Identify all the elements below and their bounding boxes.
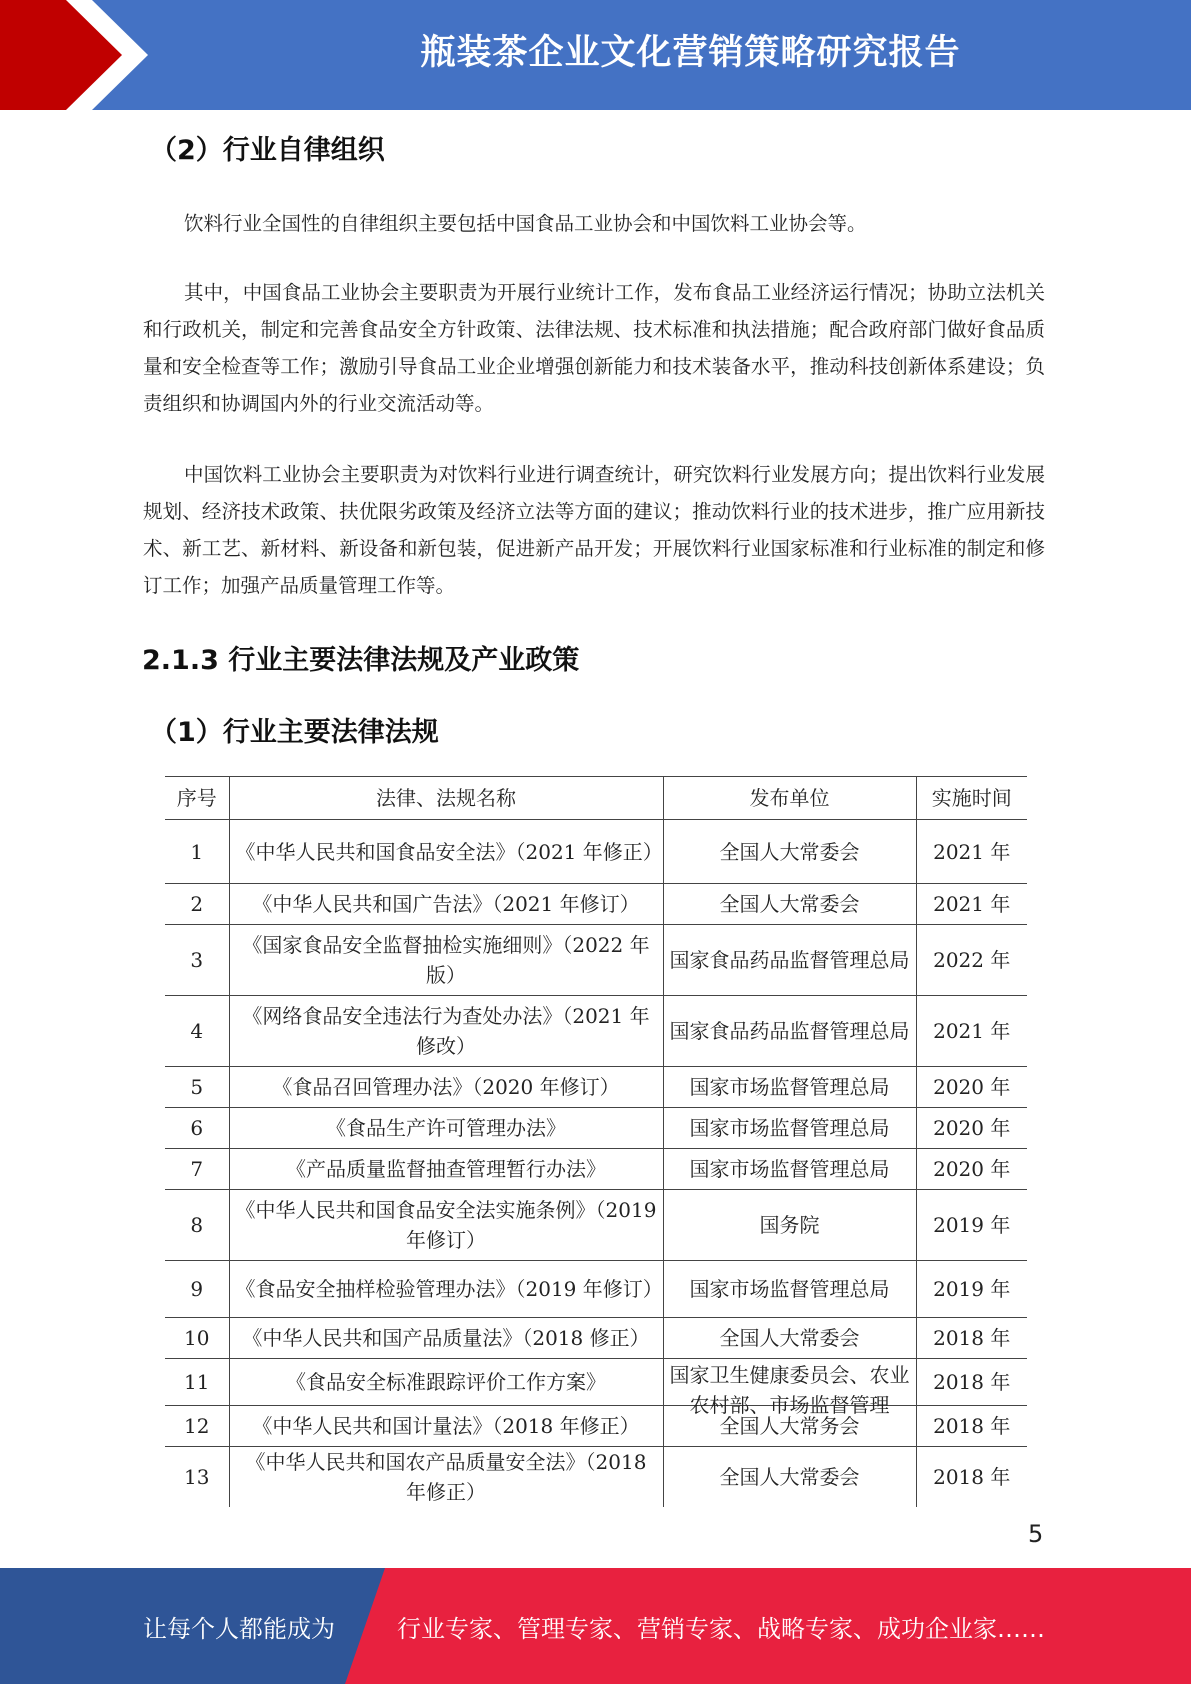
row-issuer: 全国人大常委会 xyxy=(663,884,916,925)
row-issuer: 全国人大常委会 xyxy=(663,820,916,884)
row-date: 2019 年 xyxy=(916,1261,1027,1318)
row-law-name: 《中华人民共和国产品质量法》（2018 修正） xyxy=(229,1318,663,1359)
row-index: 6 xyxy=(165,1108,229,1149)
row-law-name: 《网络食品安全违法行为查处办法》（2021 年修改） xyxy=(229,996,663,1067)
row-law-name: 《中华人民共和国计量法》（2018 年修正） xyxy=(229,1406,663,1447)
row-law-name-text: 《食品安全抽样检验管理办法》（2019 年修订） xyxy=(235,1277,663,1301)
row-index: 11 xyxy=(165,1359,229,1406)
row-issuer: 全国人大常务会 xyxy=(663,1406,916,1447)
heading-self-regulation: （2）行业自律组织 xyxy=(150,135,385,166)
row-index: 13 xyxy=(165,1447,229,1508)
table-row xyxy=(165,996,1027,1067)
table-row xyxy=(165,1108,1027,1149)
row-law-name: 《中华人民共和国广告法》（2021 年修订） xyxy=(229,884,663,925)
table-row xyxy=(165,1359,1027,1406)
row-law-name: 《食品生产许可管理办法》 xyxy=(229,1108,663,1149)
page-number: 5 xyxy=(1028,1520,1044,1548)
row-issuer: 国家食品药品监督管理总局 xyxy=(663,925,916,996)
row-date: 2020 年 xyxy=(916,1149,1027,1190)
row-index: 1 xyxy=(165,820,229,884)
row-index: 8 xyxy=(165,1190,229,1261)
row-issuer: 国家市场监督管理总局 xyxy=(663,1149,916,1190)
row-date: 2018 年 xyxy=(916,1318,1027,1359)
row-date: 2018 年 xyxy=(916,1406,1027,1447)
row-date: 2020 年 xyxy=(916,1108,1027,1149)
row-date: 2019 年 xyxy=(916,1190,1027,1261)
header-law-name: 法律、法规名称 xyxy=(229,777,663,820)
header-arrow-decoration xyxy=(0,0,150,110)
report-title: 瓶装茶企业文化营销策略研究报告 xyxy=(420,33,961,73)
row-issuer: 国务院 xyxy=(663,1190,916,1261)
table-row xyxy=(165,1318,1027,1359)
page-header xyxy=(0,0,1191,110)
table-row xyxy=(165,820,1027,884)
paragraph-3: 中国饮料工业协会主要职责为对饮料行业进行调查统计，研究饮料行业发展方向；提出饮料行业发展规划、经济技术政策、扶优限劣政策及经济立法等方面的建议；推动饮料行业的技术进步，推广应用新技术、新工艺、新材料、新设备和新包装，促进新产品开发；开展饮料行业国家标准和行业标准的制定和修订工作；加强产品质量管理工作等。 xyxy=(143,463,1045,597)
table-row xyxy=(165,1406,1027,1447)
heading-2-1-3: 2.1.3 行业主要法律法规及产业政策 xyxy=(142,645,580,676)
row-date: 2022 年 xyxy=(916,925,1027,996)
table-row xyxy=(165,1149,1027,1190)
row-date: 2018 年 xyxy=(916,1359,1027,1406)
table-row xyxy=(165,1261,1027,1318)
row-issuer xyxy=(663,1359,916,1417)
row-issuer: 国家市场监督管理总局 xyxy=(663,1108,916,1149)
header-effective-date: 实施时间 xyxy=(916,777,1027,820)
row-index: 4 xyxy=(165,996,229,1067)
table-row xyxy=(165,1447,1027,1508)
row-index: 3 xyxy=(165,925,229,996)
row-issuer-text: 国家卫生健康委员会、农业农村部、市场监督管理 xyxy=(669,1363,910,1417)
row-law-name: 《产品质量监督抽查管理暂行办法》 xyxy=(229,1149,663,1190)
table-row xyxy=(165,1067,1027,1108)
row-date: 2021 年 xyxy=(916,996,1027,1067)
row-law-name: 《食品安全标准跟踪评价工作方案》 xyxy=(229,1359,663,1406)
header-index: 序号 xyxy=(165,777,229,820)
row-issuer: 国家食品药品监督管理总局 xyxy=(663,996,916,1067)
row-index: 5 xyxy=(165,1067,229,1108)
table-row xyxy=(165,884,1027,925)
row-index: 7 xyxy=(165,1149,229,1190)
row-date: 2020 年 xyxy=(916,1067,1027,1108)
paragraph-2: 其中，中国食品工业协会主要职责为开展行业统计工作，发布食品工业经济运行情况；协助立法机关和行政机关，制定和完善食品安全方针政策、法律法规、技术标准和执法措施；配合政府部门做好食品质量和安全检查等工作；激励引导食品工业企业增强创新能力和技术装备水平，推动科技创新体系建设；负责组织和协调国内外的行业交流活动等。 xyxy=(143,281,1045,415)
row-issuer: 国家市场监督管理总局 xyxy=(663,1261,916,1318)
row-date: 2021 年 xyxy=(916,884,1027,925)
row-law-name: 《食品召回管理办法》（2020 年修订） xyxy=(229,1067,663,1108)
row-index: 10 xyxy=(165,1318,229,1359)
row-date: 2018 年 xyxy=(916,1447,1027,1508)
row-law-name: 《中华人民共和国食品安全法实施条例》（2019 年修订） xyxy=(229,1190,663,1261)
row-law-name: 《中华人民共和国食品安全法》（2021 年修正） xyxy=(229,820,663,884)
heading-main-laws: （1）行业主要法律法规 xyxy=(150,717,439,748)
laws-table xyxy=(165,776,1027,1507)
table-row xyxy=(165,925,1027,996)
row-law-name: 《国家食品安全监督抽检实施细则》（2022 年版） xyxy=(229,925,663,996)
table-row xyxy=(165,1190,1027,1261)
row-date: 2021 年 xyxy=(916,820,1027,884)
paragraph-1: 饮料行业全国性的自律组织主要包括中国食品工业协会和中国饮料工业协会等。 xyxy=(184,212,867,235)
row-index: 12 xyxy=(165,1406,229,1447)
row-law-name: 《中华人民共和国农产品质量安全法》（2018 年修正） xyxy=(229,1447,663,1508)
table-header-row xyxy=(165,777,1027,820)
page-footer xyxy=(0,1568,1191,1684)
header-issuer: 发布单位 xyxy=(663,777,916,820)
row-law-name xyxy=(229,1261,663,1318)
row-issuer: 国家市场监督管理总局 xyxy=(663,1067,916,1108)
row-index: 2 xyxy=(165,884,229,925)
row-index: 9 xyxy=(165,1261,229,1318)
row-issuer: 全国人大常委会 xyxy=(663,1447,916,1508)
row-issuer: 全国人大常委会 xyxy=(663,1318,916,1359)
footer-slogan-left: 让每个人都能成为 xyxy=(143,1615,335,1643)
footer-slogan-right: 行业专家、管理专家、营销专家、战略专家、成功企业家…… xyxy=(397,1615,1045,1643)
